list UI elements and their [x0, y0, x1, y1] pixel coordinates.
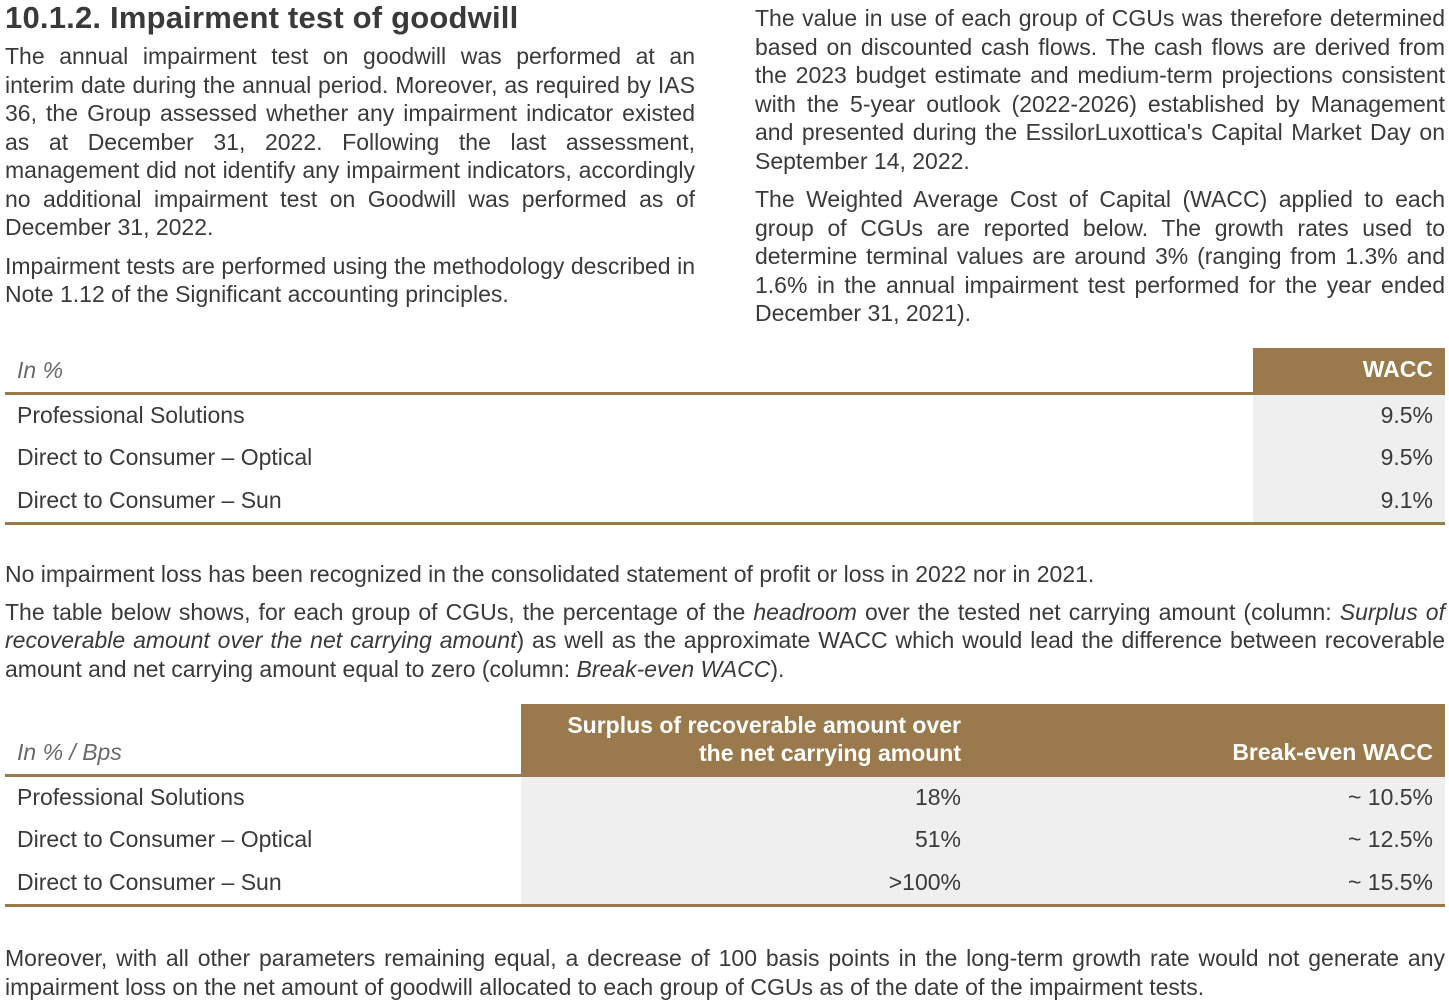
paragraph-headroom-explanation [5, 598, 1445, 684]
wacc-value: 9.1% [1253, 479, 1445, 523]
breakeven-value: ~ 15.5% [973, 861, 1445, 905]
paragraph-wacc: The Weighted Average Cost of Capital (WACC) applied to each group of CGUs are reported below. The growth rates used to determine terminal values are around 3% (ranging from 1.3% and 1.6% in the annual impairment test performed for the year ended December 31, 2021). [755, 186, 1445, 326]
surplus-header-line-1: Surplus of recoverable amount over [567, 711, 961, 738]
middle-text [5, 560, 1445, 683]
row-label: Direct to Consumer – Sun [5, 861, 521, 905]
right-column [755, 4, 1445, 328]
table-row [5, 818, 1445, 861]
surplus-value: >100% [521, 861, 973, 905]
surplus-value: 51% [521, 818, 973, 861]
text-span-italic: Surplus of recoverable amount over the net carrying amount [5, 598, 1445, 653]
text-span-italic: Break-even WACC [576, 655, 771, 682]
headroom-table-header-row [5, 704, 1445, 775]
surplus-column-header [521, 704, 973, 775]
wacc-table-wrapper [5, 348, 1445, 525]
surplus-value: 18% [521, 775, 973, 818]
wacc-value: 9.5% [1253, 436, 1445, 479]
wacc-table [5, 348, 1445, 525]
row-label: Direct to Consumer – Sun [5, 479, 1253, 523]
headroom-table-wrapper [5, 704, 1445, 907]
breakeven-value: ~ 10.5% [973, 775, 1445, 818]
wacc-table-header-row [5, 348, 1445, 393]
left-column [5, 0, 695, 309]
paragraph-value-in-use: The value in use of each group of CGUs was therefore determined based on discounted cash flows. The cash flows are derived from the 2023 budget estimate and medium-term projections consistent with the 5-year outlook (2022-2026) established by Management and presented during the EssilorLuxottica's Capital Market Day on September 14, 2022. [755, 5, 1445, 174]
table-row [5, 479, 1445, 523]
paragraph-impairment-test: The annual impairment test on goodwill was performed at an interim date during the annual period. Moreover, as required by IAS 36, the Group assessed whether any impairment indicator existed as at December 31, 2022. Following the last assessment, management did not identify any impairment indicators, accordingly no additional impairment test on Goodwill was performed as of December 31, 2022. [5, 43, 695, 240]
row-label: Direct to Consumer – Optical [17, 826, 313, 852]
headroom-unit-label: In % / Bps [5, 704, 521, 775]
paragraph-sensitivity: Moreover, with all other parameters remaining equal, a decrease of 100 basis points in the long-term growth rate would not generate any impairment loss on the net amount of goodwill allocated to each group of CGUs as of the date of the impairment tests. [5, 945, 1445, 1000]
table-row [5, 775, 1445, 818]
paragraph-methodology: Impairment tests are performed using the methodology described in Note 1.12 of the Significant accounting principles. [5, 252, 695, 307]
breakeven-column-header: Break-even WACC [973, 704, 1445, 775]
text-span-italic: headroom [753, 598, 857, 625]
text-span: ) as well as the approximate WACC which would lead the difference between recoverable amount and net carrying amount equal to zero (column: [5, 627, 1445, 682]
table-row [5, 861, 1445, 905]
row-label: Direct to Consumer – Optical [17, 444, 313, 470]
surplus-header-line-2: the net carrying amount [699, 739, 961, 766]
table-row [5, 436, 1445, 479]
text-span: The table below shows, for each group of CGUs, the percentage of the [5, 598, 754, 625]
text-span: over the tested net carrying amount (column: [856, 598, 1340, 625]
wacc-value: 9.5% [1253, 393, 1445, 436]
headroom-table [5, 704, 1445, 907]
text-span: ). [770, 655, 785, 682]
breakeven-value: ~ 12.5% [973, 818, 1445, 861]
bottom-text [5, 944, 1445, 1001]
section-title: 10.1.2. Impairment test of goodwill [5, 0, 519, 35]
wacc-unit-label: In % [5, 348, 1253, 393]
wacc-column-header: WACC [1253, 348, 1445, 393]
row-label: Professional Solutions [17, 401, 245, 428]
paragraph-no-impairment-loss: No impairment loss has been recognized in the consolidated statement of profit or loss in 2022 nor in 2021. [5, 561, 1095, 587]
table-row [5, 393, 1445, 436]
row-label: Professional Solutions [17, 783, 245, 810]
